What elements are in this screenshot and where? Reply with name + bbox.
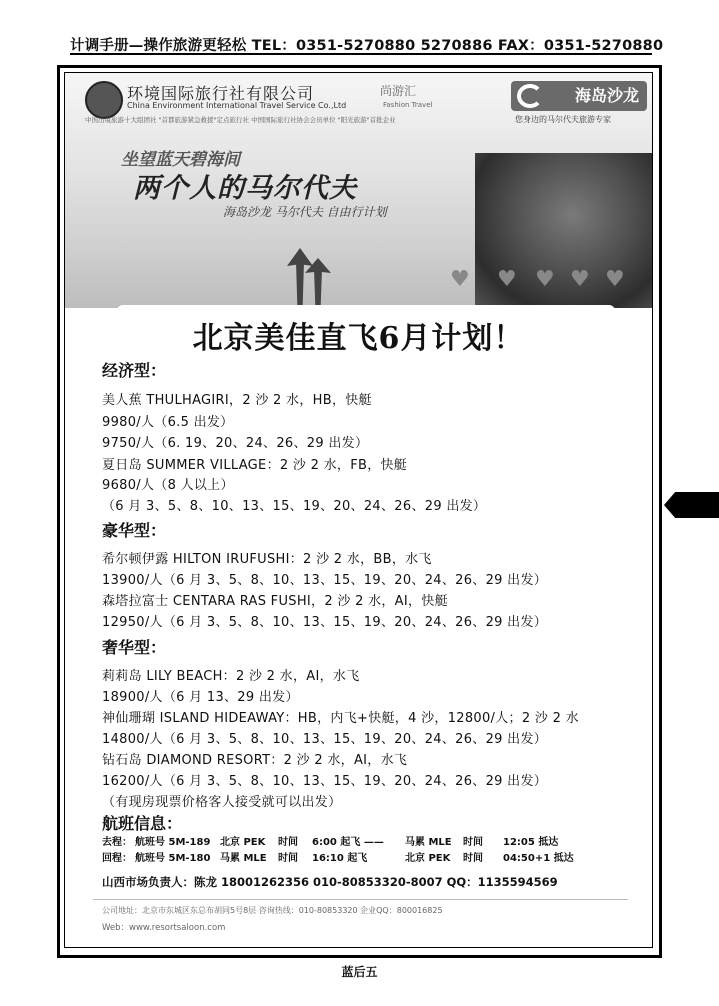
deluxe-line: 12950/人（6 月 3、5、8、10、13、15、19、20、24、26、29 出发） [102,615,548,630]
side-tab-marker [664,492,719,518]
luxury-line: 18900/人（6 月 13、29 出发） [102,690,299,705]
flight-to: 北京 PEK [405,853,451,864]
luxury-line: （有现房现票价格客人接受就可以出发） [102,795,342,810]
section-flights: 航班信息： [102,814,183,833]
header-rule [70,53,652,55]
company-name-cn: 环境国际旅行社有限公司 [127,84,315,103]
heart-icon: ♥ [497,267,517,292]
economy-line: 9750/人（6. 19、20、24、26、29 出发） [102,436,369,451]
luxury-line: 16200/人（6 月 3、5、8、10、13、15、19、20、24、26、29 出发） [102,774,548,789]
flight-time-label: 时间 [463,837,483,848]
slogan-strip: 中国出境旅游十大组团社 "首都旅游紧急救援"定点旅行社 中国国际旅行社协会会员单位 "阳光旅游"首批企业 [85,116,396,124]
tagline-1: 坐望蓝天碧海间 [121,150,240,170]
header-text: 计调手册—操作旅游更轻松 TEL：0351-5270880 5270886 FAX：0351-5270880 [70,38,664,54]
slogan-right: 您身边的马尔代夫旅游专家 [515,115,611,124]
flight-departure: 16:10 起飞 [312,853,368,864]
brand-fashion-travel-en: Fashion Travel [383,101,433,109]
company-emblem-icon [85,81,123,119]
palm-tree-icon [305,258,331,308]
header-line [70,34,664,55]
flight-departure: 6:00 起飞 —— [312,837,384,848]
section-economy: 经济型： [102,361,167,380]
flyer [64,72,653,948]
brand-island-salon-text: 海岛沙龙 [574,86,639,105]
flight-from: 北京 PEK [220,837,266,848]
page-title: 北京美佳直飞6月计划！ [192,321,525,356]
economy-line: 9680/人（8 人以上） [102,478,234,493]
footer-divider [93,899,628,900]
flight-time-label: 时间 [278,853,298,864]
economy-line: （6 月 3、5、8、10、13、15、19、20、24、26、29 出发） [102,499,487,514]
page-footer: 蓝后五 [341,965,378,979]
company-name-en: China Environment International Travel Service Co.,Ltd [127,101,347,110]
economy-line: 9980/人（6.5 出发） [102,415,234,430]
flight-time-label: 时间 [463,853,483,864]
palm-tree-icon [287,248,313,308]
heart-icon: ♥ [535,267,555,292]
tagline-2: 两个人的马尔代夫 [133,173,357,204]
brand-island-salon [511,81,647,111]
flight-to: 马累 MLE [405,837,452,848]
company-website[interactable]: Web：www.resortsaloon.com [102,923,226,933]
section-deluxe: 豪华型： [102,521,167,540]
luxury-line: 神仙珊瑚 ISLAND HIDEAWAY：HB，内飞+快艇，4 沙，12800/人；2 沙 2 水 [102,711,579,726]
heart-icon: ♥ [605,267,625,292]
deluxe-line: 13900/人（6 月 3、5、8、10、13、15、19、20、24、26、29 出发） [102,573,548,588]
flight-label: 去程： [102,837,132,848]
flight-time-label: 时间 [278,837,298,848]
economy-line: 夏日岛 SUMMER VILLAGE：2 沙 2 水，FB，快艇 [102,458,408,473]
contact-line: 山西市场负责人：陈龙 18001262356 010-80853320-8007 QQ：1135594569 [102,875,558,889]
heart-icon: ♥ [450,267,470,292]
heart-icon: ♥ [570,267,590,292]
deluxe-line: 森塔拉富士 CENTARA RAS FUSHI，2 沙 2 水，AI，快艇 [102,594,448,609]
deluxe-line: 希尔顿伊露 HILTON IRUFUSHI：2 沙 2 水，BB，水飞 [102,552,432,567]
economy-line: 美人蕉 THULHAGIRI，2 沙 2 水，HB，快艇 [102,393,372,408]
flight-label: 回程： [102,853,132,864]
section-luxury: 奢华型： [102,638,167,657]
flight-from: 马累 MLE [220,853,267,864]
luxury-line: 莉莉岛 LILY BEACH：2 沙 2 水，AI，水飞 [102,669,360,684]
brand-fashion-travel: 尚游汇 [380,84,417,98]
swirl-logo-icon [517,84,543,108]
tagline-3: 海岛沙龙 马尔代夫 自由行计划 [223,205,387,219]
luxury-line: 14800/人（6 月 3、5、8、10、13、15、19、20、24、26、29 出发） [102,732,548,747]
banner [65,73,652,308]
flight-number: 航班号 5M-180 [135,853,211,864]
flight-arrival: 12:05 抵达 [503,837,559,848]
company-address: 公司地址：北京市东城区东总布胡同5号8层 咨询热线：010-80853320 企业QQ：800016825 [102,906,443,915]
flight-arrival: 04:50+1 抵达 [503,853,574,864]
luxury-line: 钻石岛 DIAMOND RESORT：2 沙 2 水，AI，水飞 [102,753,408,768]
flight-number: 航班号 5M-189 [135,837,211,848]
